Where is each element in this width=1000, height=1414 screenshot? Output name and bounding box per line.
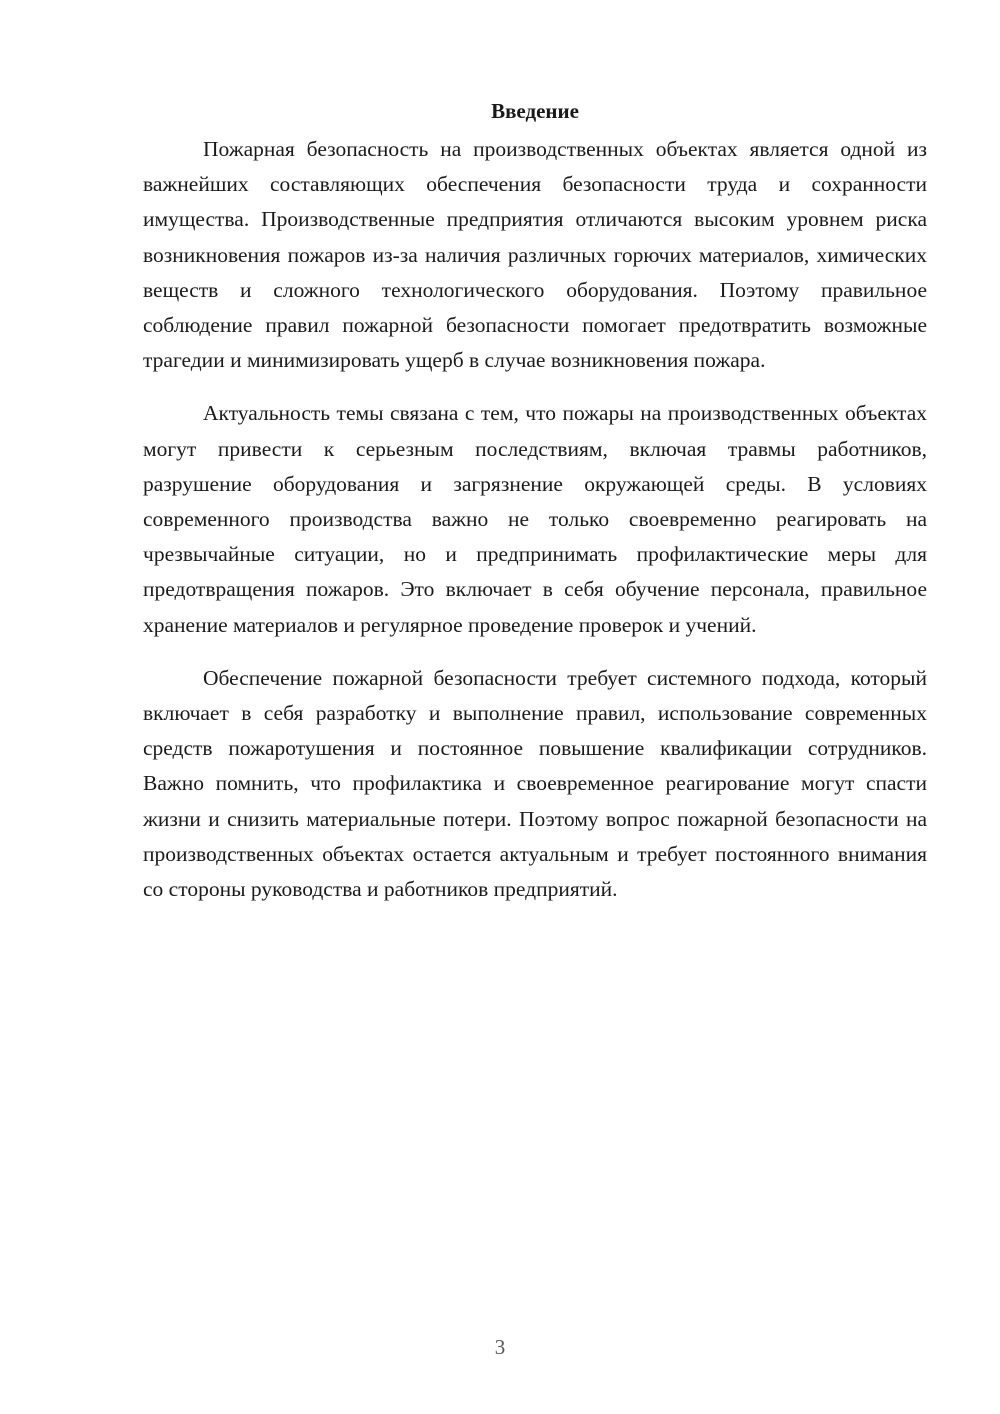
section-heading: Введение <box>491 99 579 123</box>
page-content <box>143 96 927 925</box>
paragraph-2: Актуальность темы связана с тем, что пожары на производственных объектах могут привести к серьезным последствиям, включая травмы работников, разрушение оборудования и загрязнение окружающей среды. В условиях современного производства важно не только своевременно реагировать на чрезвычайные ситуации, но и предпринимать профилактические меры для предотвращения пожаров. Это включает в себя обучение персонала, правильное хранение материалов и регулярное проведение проверок и учений. <box>143 401 927 637</box>
page-number: 3 <box>494 1335 506 1359</box>
paragraph-1: Пожарная безопасность на производственных объектах является одной из важнейших составляющих обеспечения безопасности труда и сохранности имущества. Производственные предприятия отличаются высоким уровнем риска возникновения пожаров из-за наличия различных горючих материалов, химических веществ и сложного технологического оборудования. Поэтому правильное соблюдение правил пожарной безопасности помогает предотвратить возможные трагедии и минимизировать ущерб в случае возникновения пожара. <box>143 137 927 373</box>
paragraph-3: Обеспечение пожарной безопасности требует системного подхода, который включает в себя разработку и выполнение правил, использование современных средств пожаротушения и постоянное повышение квалификации сотрудников. Важно помнить, что профилактика и своевременное реагирование могут спасти жизни и снизить материальные потери. Поэтому вопрос пожарной безопасности на производственных объектах остается актуальным и требует постоянного внимания со стороны руководства и работников предприятий. <box>143 665 927 902</box>
